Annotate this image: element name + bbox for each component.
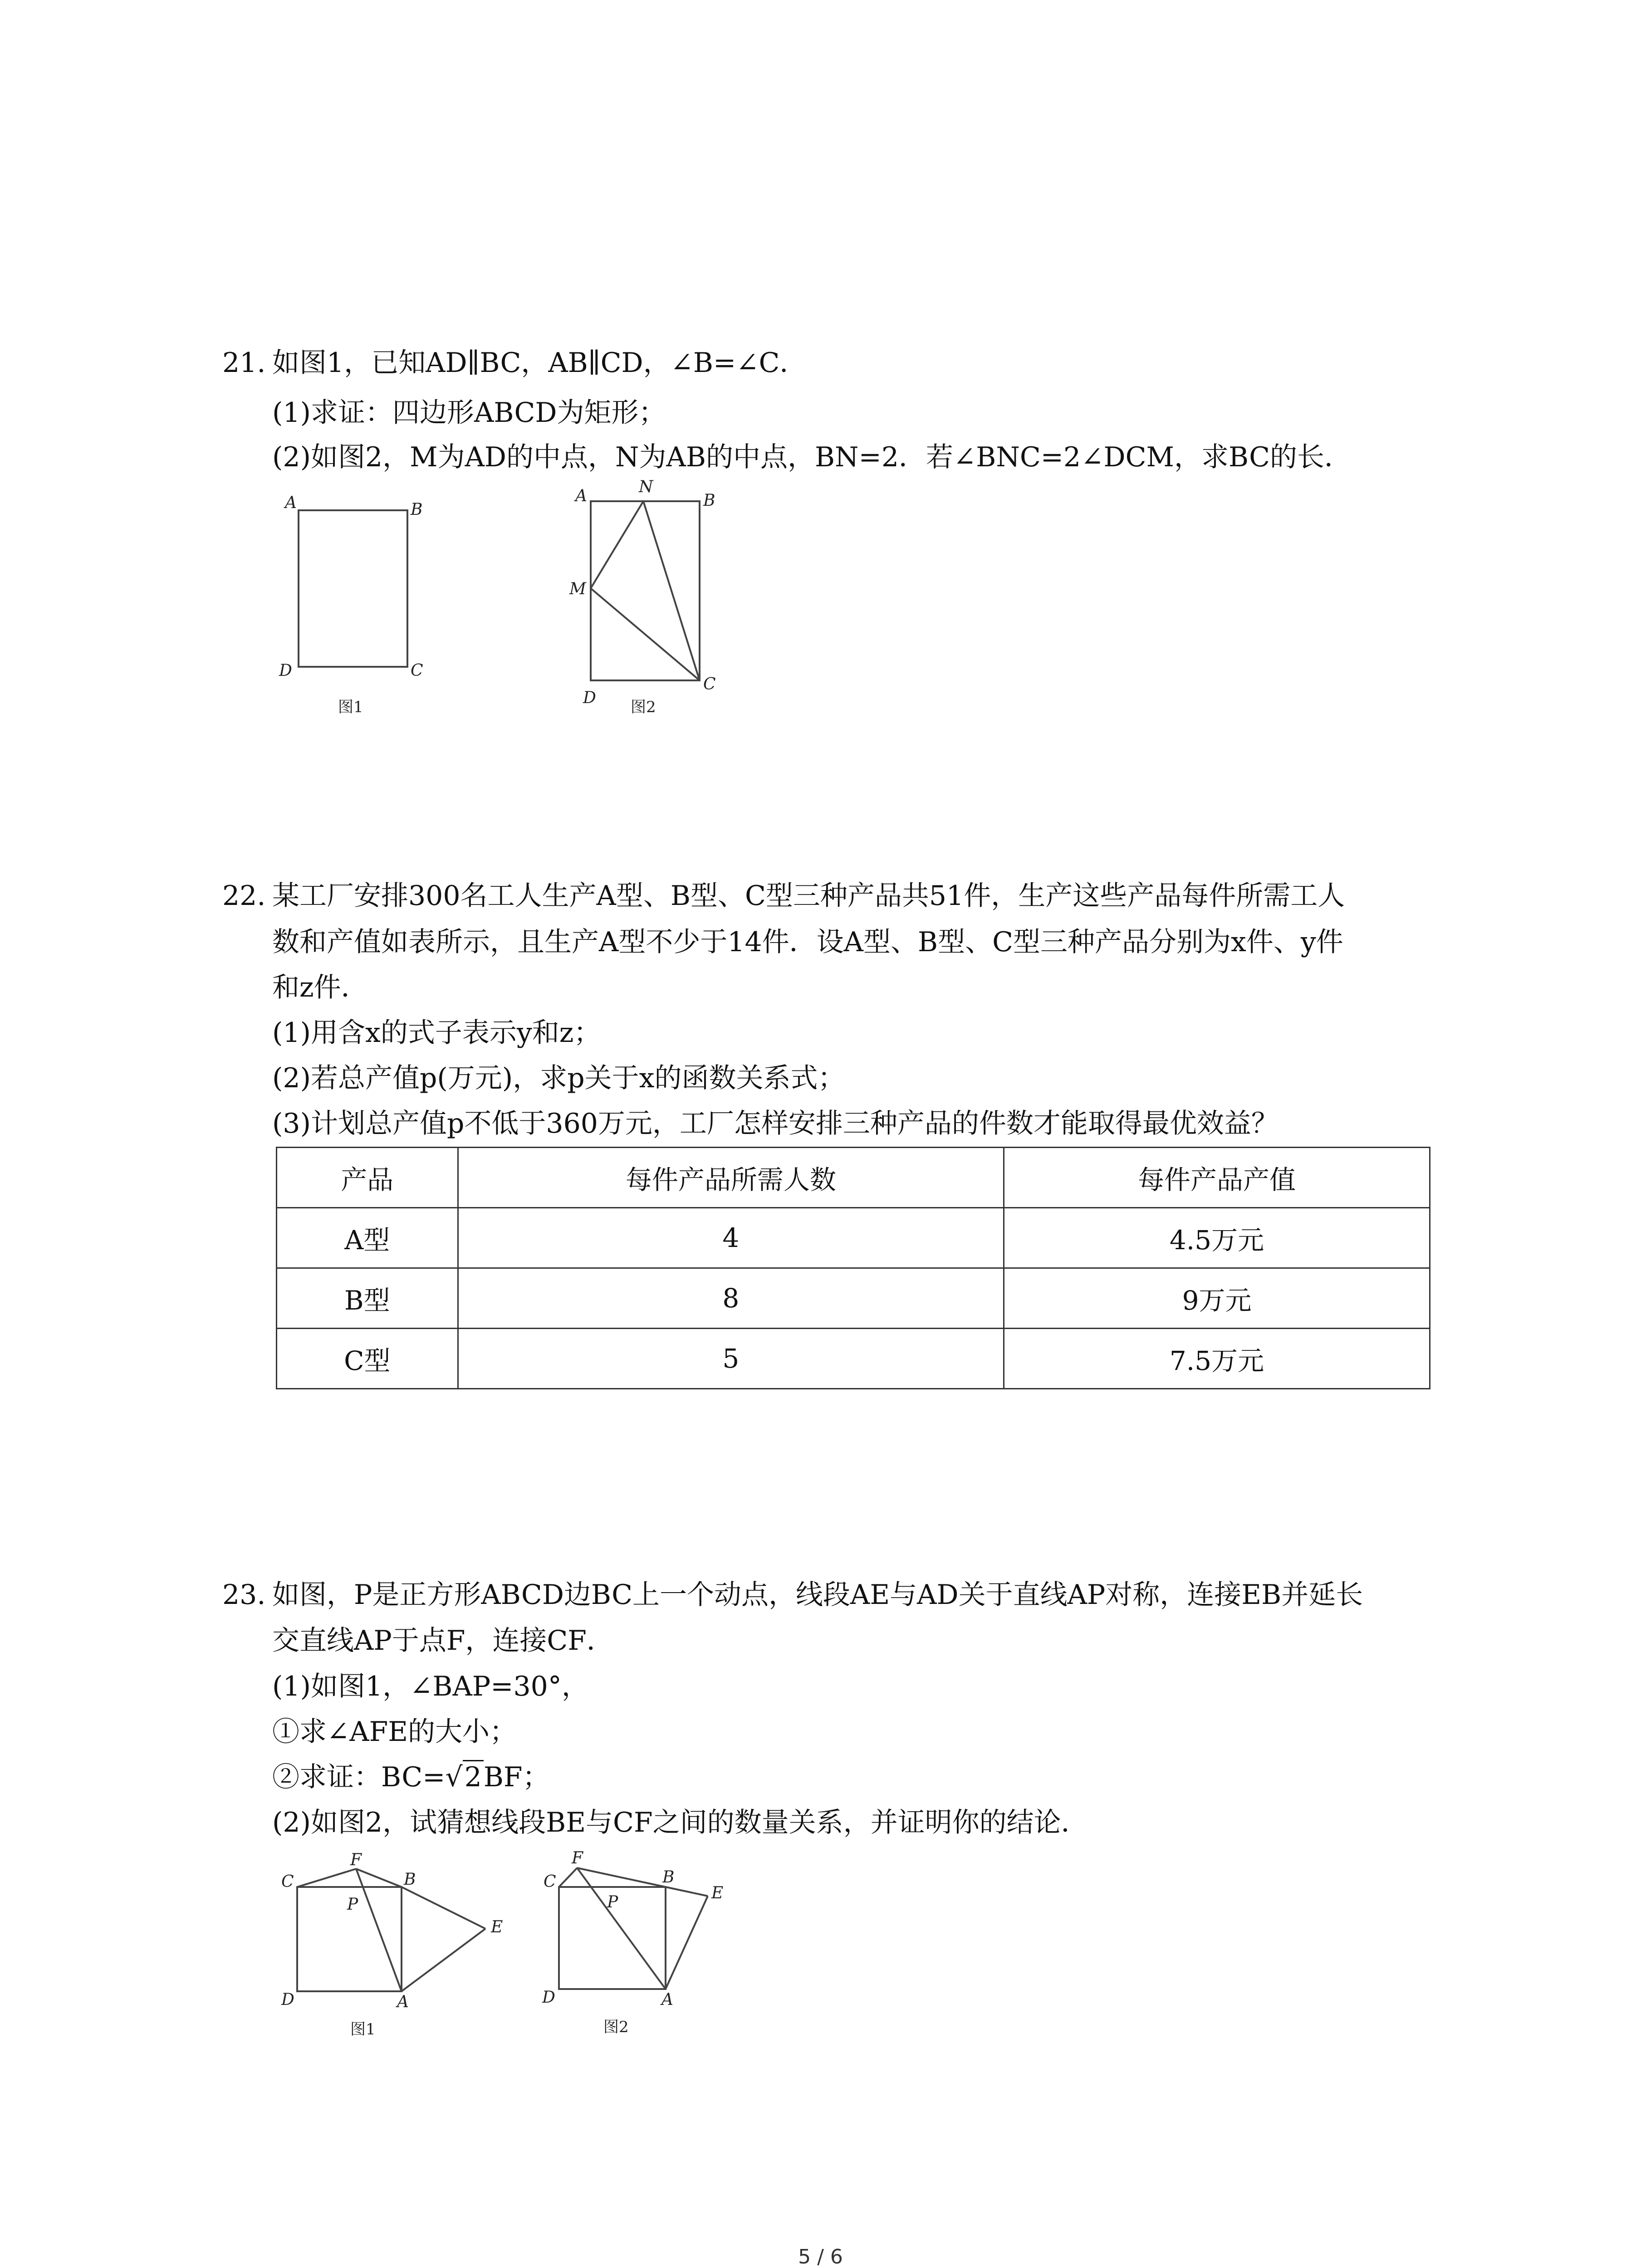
q21-figure-2 [563,478,735,719]
q23-fig2-label-D: D [542,1988,555,2007]
q21-fig1-label-B: B [411,500,423,519]
q21-fig2-label-M: M [569,580,586,598]
q21-fig2-label-B: B [703,491,715,510]
q23-fig2-label-F: F [572,1849,583,1867]
q21-fig1-label-A: A [285,494,297,512]
q21-part1-text: (1)求证：四边形ABCD为矩形； [272,397,666,429]
q21-fig1-label-C: C [411,661,423,680]
q22-number: 22. [222,880,266,912]
q22-product-table [276,1147,1430,1389]
q22-part3-text: (3)计划总产值p不低于360万元，工厂怎样安排三种产品的件数才能取得最优效益？ [272,1108,1279,1139]
q23-part1a-text: ①求∠AFE的大小； [272,1716,517,1748]
q22-stem-1: 某工厂安排300名工人生产A型、B型、C型三种产品共51件，生产这些产品每件所需工人 [272,880,1345,912]
table-cell: 4.5万元 [1004,1208,1430,1268]
q21-fig2-label-A: A [575,487,587,505]
q23-fig1-label-A: A [397,1993,409,2011]
q23-fig1-label-C: C [281,1872,294,1891]
q23-part1b-suffix: BF； [483,1761,550,1793]
q22-stem-2: 数和产值如表所示，且生产A型不少于14件．设A型、B型、C型三种产品分别为x件、y件 [272,926,1343,958]
q23-number: 23. [222,1579,266,1611]
q23-figure-1 [272,1851,526,2052]
q23-fig2-label-P: P [607,1893,618,1911]
q21-fig2-label-D: D [583,689,596,707]
table-row [277,1329,1430,1389]
q23-fig1-label-P: P [347,1895,358,1914]
q23-part2-text: (2)如图2，试猜想线段BE与CF之间的数量关系，并证明你的结论． [272,1807,1088,1838]
table-cell: A型 [277,1208,458,1268]
q23-stem-2: 交直线AP于点F，连接CF． [272,1625,614,1657]
q21-number: 21. [222,347,266,379]
q21-stem: 如图1，已知AD∥BC，AB∥CD，∠B=∠C． [272,347,807,379]
q23-fig2-caption: 图2 [603,2018,629,2036]
table-header-row [277,1148,1430,1208]
q23-fig1-caption: 图1 [350,2020,376,2038]
q21-fig2-label-N: N [639,478,653,496]
q21-part2-text: (2)如图2，M为AD的中点，N为AB的中点，BN=2．若∠BNC=2∠DCM，求BC的长． [272,441,1352,473]
q23-part1-text: (1)如图1，∠BAP=30°， [272,1671,589,1702]
table-cell: 8 [458,1268,1004,1329]
q23-fig1-label-F: F [350,1851,362,1869]
q23-fig2-label-E: E [711,1884,724,1902]
table-cell: 7.5万元 [1004,1329,1430,1389]
table-cell: B型 [277,1268,458,1329]
q23-fig1-label-D: D [281,1990,294,2009]
q23-fig1-label-E: E [491,1918,503,1936]
q23-fig2-label-A: A [661,1990,673,2009]
q23-figure-2 [540,1851,749,2052]
table-cell: 5 [458,1329,1004,1389]
table-header-cell: 产品 [277,1148,458,1208]
q23-part1b-text [272,1759,550,1795]
q21-fig1-label-D: D [279,661,292,680]
q22-part2-text: (2)若总产值p(万元)，求p关于x的函数关系式； [272,1062,845,1094]
q23-fig2-label-C: C [544,1872,556,1891]
q23-stem-1: 如图，P是正方形ABCD边BC上一个动点，线段AE与AD关于直线AP对称，连接EB并延长 [272,1579,1363,1611]
page-number: 5 / 6 [798,2245,843,2268]
q22-stem-3: 和z件． [272,972,368,1003]
table-header-cell: 每件产品所需人数 [458,1148,1004,1208]
q21-fig2-label-C: C [703,675,716,694]
q21-figure-1 [272,490,426,728]
sqrt-radicand: 2 [463,1760,484,1793]
table-row [277,1208,1430,1268]
q22-part1-text: (1)用含x的式子表示y和z； [272,1017,601,1049]
q21-fig2-caption: 图2 [631,698,656,716]
sqrt-symbol: √2 [445,1759,483,1795]
q23-part1b-prefix: ②求证：BC= [272,1761,446,1793]
table-cell: 4 [458,1208,1004,1268]
table-cell: C型 [277,1329,458,1389]
table-cell: 9万元 [1004,1268,1430,1329]
q23-fig1-label-B: B [404,1870,416,1889]
q21-fig1-caption: 图1 [338,698,363,716]
table-header-cell: 每件产品产值 [1004,1148,1430,1208]
table-row [277,1268,1430,1329]
q23-fig2-label-B: B [662,1868,675,1887]
